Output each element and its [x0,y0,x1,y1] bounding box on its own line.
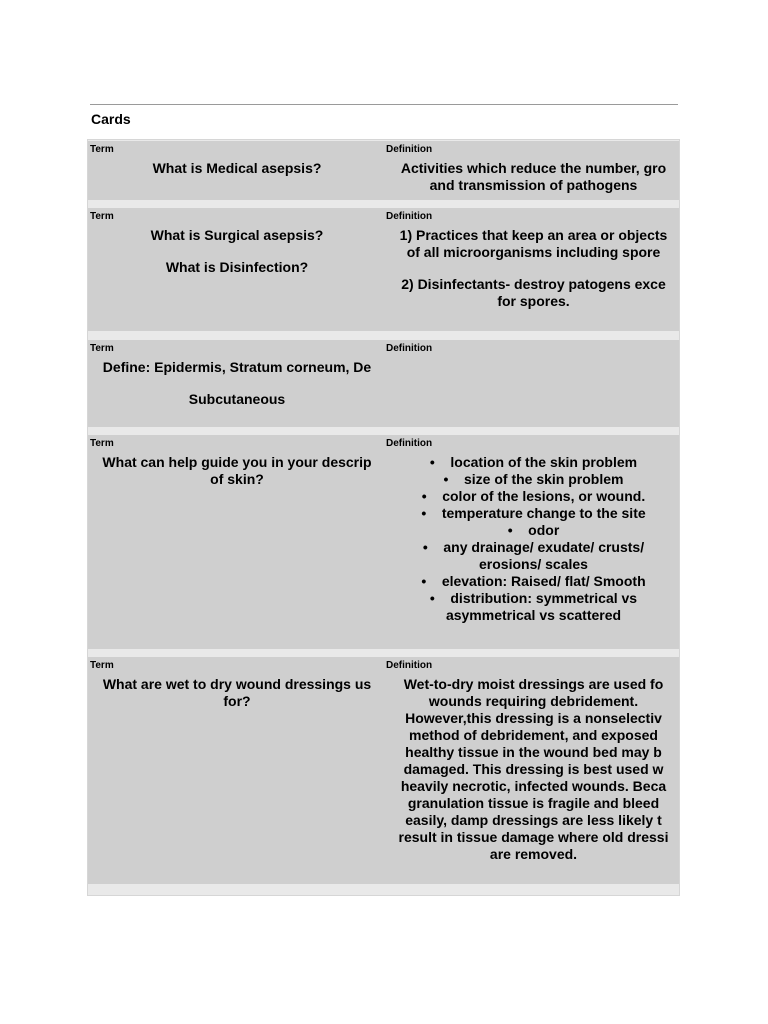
card-2 [88,208,680,331]
bullet-continuation: erosions/ scales [479,556,588,572]
term-label: Term [90,144,114,155]
card-term: What can help guide you in your descrip of skin? [102,454,372,487]
definition-label: Definition [386,660,433,671]
bullet-continuation: asymmetrical vs scattered [445,607,622,623]
card-definition: Wet-to-dry moist dressings are used fo wounds requiring debridement. However,this dressing is a nonselectiv method of debridement, and exposed healthy tissue in the wound bed may b damaged. This dressing is best used w heavily necrotic, infected wounds. Beca granulation tissue is fragile and bleed easily, damp dressings are less likely t result in tissue damage where old dressi are removed. [398,676,669,862]
definition-label: Definition [386,211,433,222]
card-3 [88,340,680,427]
bullet-item: • any drainage/ exudate/ crusts/ [386,539,680,556]
card-definition: 1) Practices that keep an area or objects of all microorganisms including spore 2) Disinfectants- destroy patogens exce for spores. [399,227,668,309]
card-5 [88,657,680,884]
definition-label: Definition [386,438,433,449]
bullet-item: • temperature change to the site [386,505,680,522]
bullet-item: • location of the skin problem [386,454,680,471]
bullet-item: • odor [386,522,680,539]
definition-label: Definition [386,343,433,354]
card-definition: Activities which reduce the number, gro and transmission of pathogens [400,160,667,193]
card-4 [88,435,680,649]
bullet-item: • size of the skin problem [386,471,680,488]
card-term: Define: Epidermis, Stratum corneum, De Subcutaneous [102,359,372,407]
term-label: Term [90,343,114,354]
term-label: Term [90,211,114,222]
card-definition-bullets [386,454,680,624]
cards-table [87,139,680,896]
bullet-item: • distribution: symmetrical vs [386,590,680,607]
section-title: Cards [91,111,131,127]
card-1 [88,141,680,200]
term-label: Term [90,438,114,449]
top-divider [90,104,678,105]
card-term: What is Medical asepsis? [152,160,322,176]
definition-label: Definition [386,144,433,155]
card-term: What is Surgical asepsis? What is Disinfection? [150,227,324,275]
bullet-item: • elevation: Raised/ flat/ Smooth [386,573,680,590]
term-label: Term [90,660,114,671]
card-term: What are wet to dry wound dressings us for? [102,676,372,709]
bullet-item: • color of the lesions, or wound. [386,488,680,505]
